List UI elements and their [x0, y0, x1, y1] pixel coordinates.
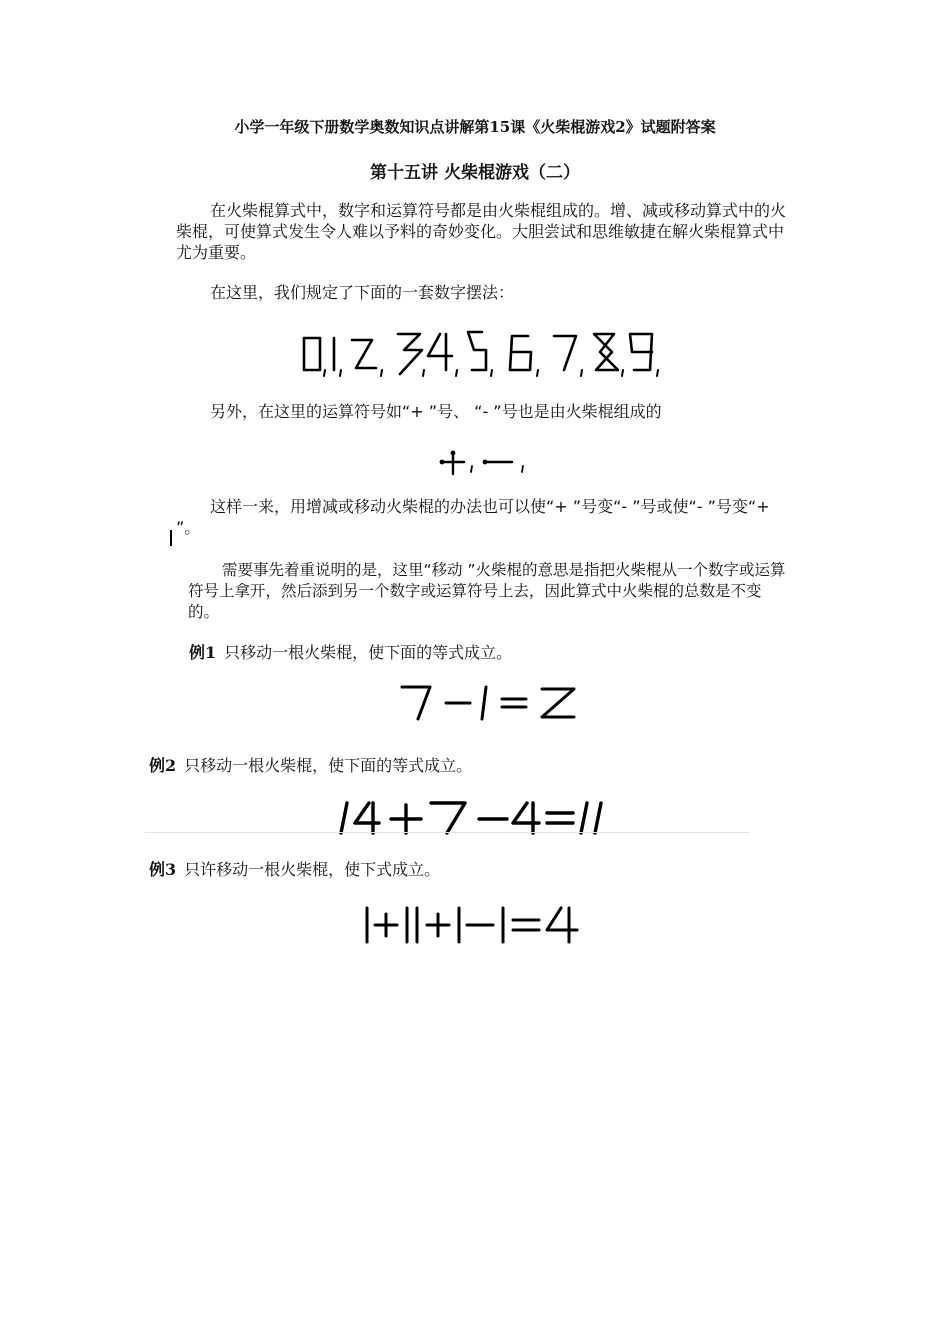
operators-intro: 另外，在这里的运算符号如“+ ”号、 “- ”号也是由火柴棍组成的 [210, 402, 662, 421]
equals-sign [513, 920, 539, 930]
digit-6 [510, 336, 531, 370]
comma [522, 466, 523, 472]
comma [657, 370, 658, 376]
digit-1 [482, 687, 486, 719]
comma [456, 370, 457, 376]
divider [145, 832, 750, 833]
comma [537, 370, 538, 376]
matchstick-digits-figure [300, 326, 665, 380]
comma [381, 370, 382, 376]
move-note: 需要事先着重说明的是，这里“移动 ”火柴棍的意思是指把火柴棍从一个数字或运算符号上拿开，然后添到另一个数字或运算符号上去，因此算式中火柴棍的总数是不变的。 [188, 561, 786, 621]
example-3 [149, 857, 440, 880]
digit-8 [594, 334, 618, 370]
example-1 [189, 640, 512, 663]
example-2-equation [335, 797, 605, 837]
change-note: 这样一来，用增减或移动火柴棍的办法也可以使“+ ”号变“- ”号或使“- ”号变“+ ”。 [176, 497, 770, 537]
digit-4 [547, 908, 577, 942]
comma [324, 370, 325, 376]
digit-7 [402, 687, 430, 719]
digit-0 [304, 338, 320, 370]
digit-1 [581, 803, 587, 833]
example-text: 只许移动一根火柴棍，使下式成立。 [184, 860, 441, 879]
equals-sign [547, 813, 573, 823]
plus-sign [391, 805, 421, 833]
text-cursor [170, 530, 172, 546]
example-3-equation [363, 904, 585, 946]
digits-intro: 在这里，我们规定了下面的一套数字摆法： [210, 283, 515, 302]
digit-4 [428, 334, 452, 370]
comma [423, 370, 424, 376]
plus-sign [427, 914, 449, 936]
comma [340, 370, 341, 376]
matchstick-operators-figure [438, 450, 528, 478]
digit-2 [542, 689, 574, 717]
digit-9 [630, 334, 652, 370]
example-label: 例3 [149, 860, 177, 879]
equals-sign [502, 699, 526, 707]
digit-1 [595, 803, 601, 833]
plus-sign [375, 914, 397, 936]
lecture-title: 第十五讲 火柴棍游戏（二） [370, 163, 580, 183]
digit-4 [513, 803, 539, 833]
comma [581, 370, 582, 376]
example-text: 只移动一根火柴棍，使下面的等式成立。 [224, 643, 513, 662]
example-label: 例2 [149, 756, 177, 775]
digit-3 [398, 334, 422, 374]
comma [622, 370, 623, 376]
example-label: 例1 [189, 643, 217, 662]
comma [491, 370, 492, 376]
digit-2 [352, 340, 376, 368]
example-1-equation [398, 683, 580, 723]
digit-5 [468, 332, 486, 370]
document-title: 小学一年级下册数学奥数知识点讲解第15课《火柴棍游戏2》试题附答案 [234, 118, 716, 136]
comma [471, 466, 472, 472]
digit-7 [431, 803, 465, 833]
example-2 [149, 753, 472, 776]
intro-paragraph: 在火柴棍算式中，数字和运算符号都是由火柴棍组成的。增、减或移动算式中的火柴棍，可使算式发生令人难以予料的奇妙变化。大胆尝试和思维敏捷在解火柴棍算式中尤为重要。 [176, 201, 787, 262]
digit-1 [341, 803, 347, 833]
digit-4 [355, 803, 379, 833]
digit-7 [554, 336, 576, 370]
example-text: 只移动一根火柴棍，使下面的等式成立。 [184, 756, 473, 775]
